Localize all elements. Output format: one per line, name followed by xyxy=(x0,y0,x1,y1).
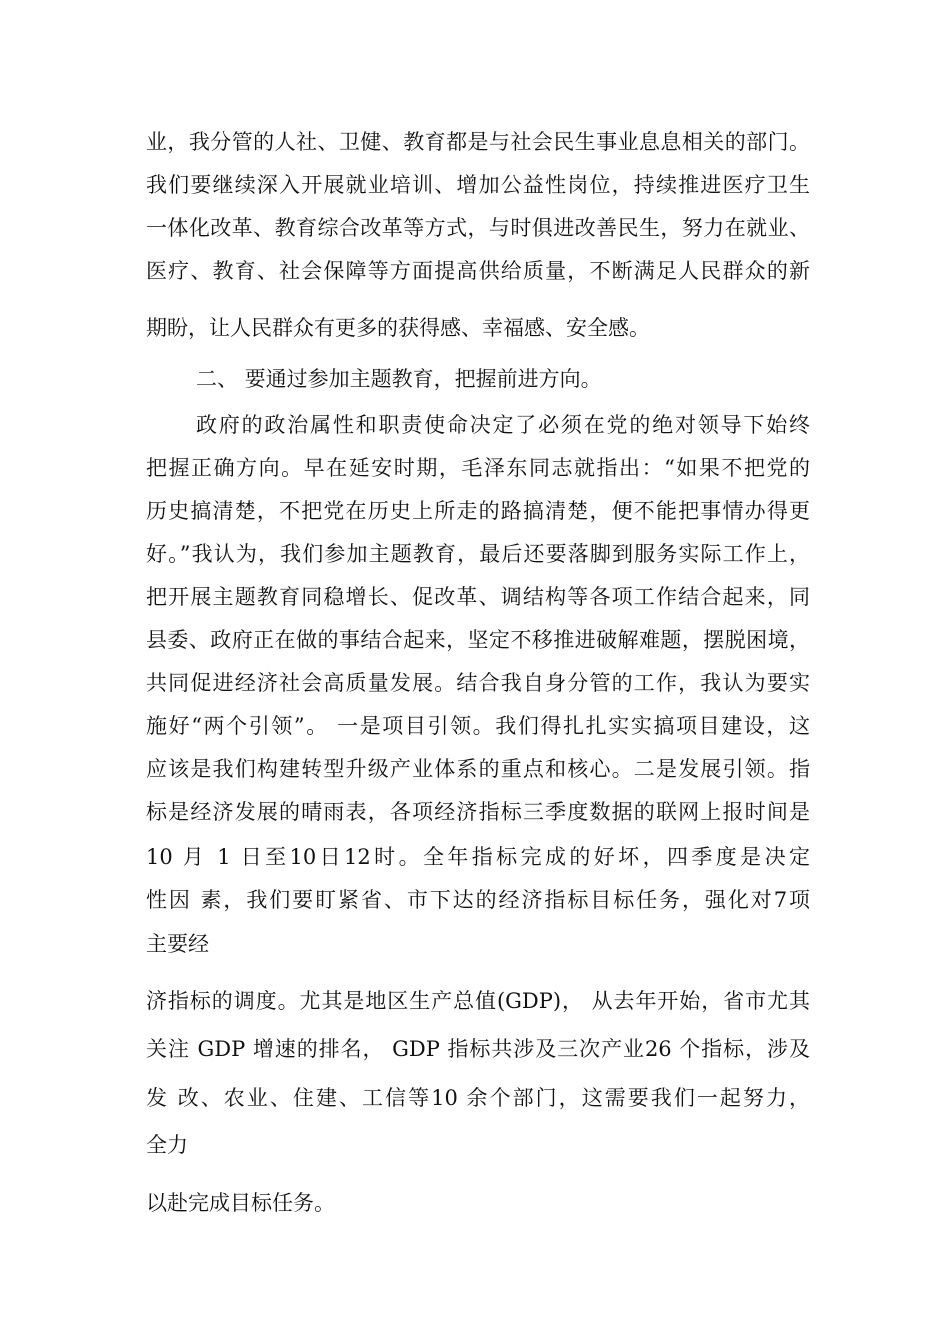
text-line: 标是经济发展的晴雨表，各项经济指标三季度数据的联网上报时间是 xyxy=(146,800,810,824)
text-line: 历史搞清楚，不把党在历史上所走的路搞清楚，便不能把事情办得更 xyxy=(146,499,810,523)
paragraph-first-line: 政府的政治属性和职责使命决定了必须在党的绝对领导下始终 xyxy=(196,413,810,437)
text-line: 县委、政府正在做的事结合起来，坚定不移推进破解难题，摆脱困境， xyxy=(146,628,810,652)
text-line: 一体化改革、教育综合改革等方式，与时俱进改善民生，努力在就业、 xyxy=(146,216,810,240)
text-line: 性因 素，我们要盯紧省、市下达的经济指标目标任务，强化对7项 xyxy=(146,888,810,912)
text-line: 10 月 1 日至10日12时。全年指标完成的好坏，四季度是决定 xyxy=(146,845,810,869)
text-line: 全力 xyxy=(146,1133,188,1157)
section-heading: 二、 要通过参加主题教育，把握前进方向。 xyxy=(196,367,602,391)
text-line: 我们要继续深入开展就业培训、增加公益性岗位，持续推进医疗卫生 xyxy=(146,173,810,197)
text-line: 把握正确方向。早在延安时期，毛泽东同志就指出：“如果不把党的 xyxy=(146,456,810,480)
text-line: 把开展主题教育同稳增长、促改革、调结构等各项工作结合起来，同 xyxy=(146,585,810,609)
text-line: 主要经 xyxy=(146,932,209,956)
text-line: 济指标的调度。尤其是地区生产总值(GDP)， 从去年开始，省市尤其 xyxy=(146,989,810,1013)
text-line: 以赴完成目标任务。 xyxy=(146,1191,335,1215)
text-line: 应该是我们构建转型升级产业体系的重点和核心。二是发展引领。指 xyxy=(146,757,810,781)
text-line: 医疗、教育、社会保障等方面提高供给质量，不断满足人民群众的新 xyxy=(146,259,810,283)
text-line: 业，我分管的人社、卫健、教育都是与社会民生事业息息相关的部门。 xyxy=(146,130,810,154)
text-line: 施好“两个引领”。 一是项目引领。我们得扎扎实实搞项目建设，这 xyxy=(146,714,810,738)
text-line: 关注 GDP 增速的排名， GDP 指标共涉及三次产业26 个指标，涉及 xyxy=(146,1037,810,1061)
text-line: 好。”我认为，我们参加主题教育，最后还要落脚到服务实际工作上， xyxy=(146,542,810,566)
text-line: 期盼，让人民群众有更多的获得感、幸福感、安全感。 xyxy=(146,316,650,340)
text-line: 共同促进经济社会高质量发展。结合我自身分管的工作，我认为要实 xyxy=(146,671,810,695)
text-line: 发 改、农业、住建、工信等10 余个部门，这需要我们一起努力， xyxy=(146,1086,810,1110)
